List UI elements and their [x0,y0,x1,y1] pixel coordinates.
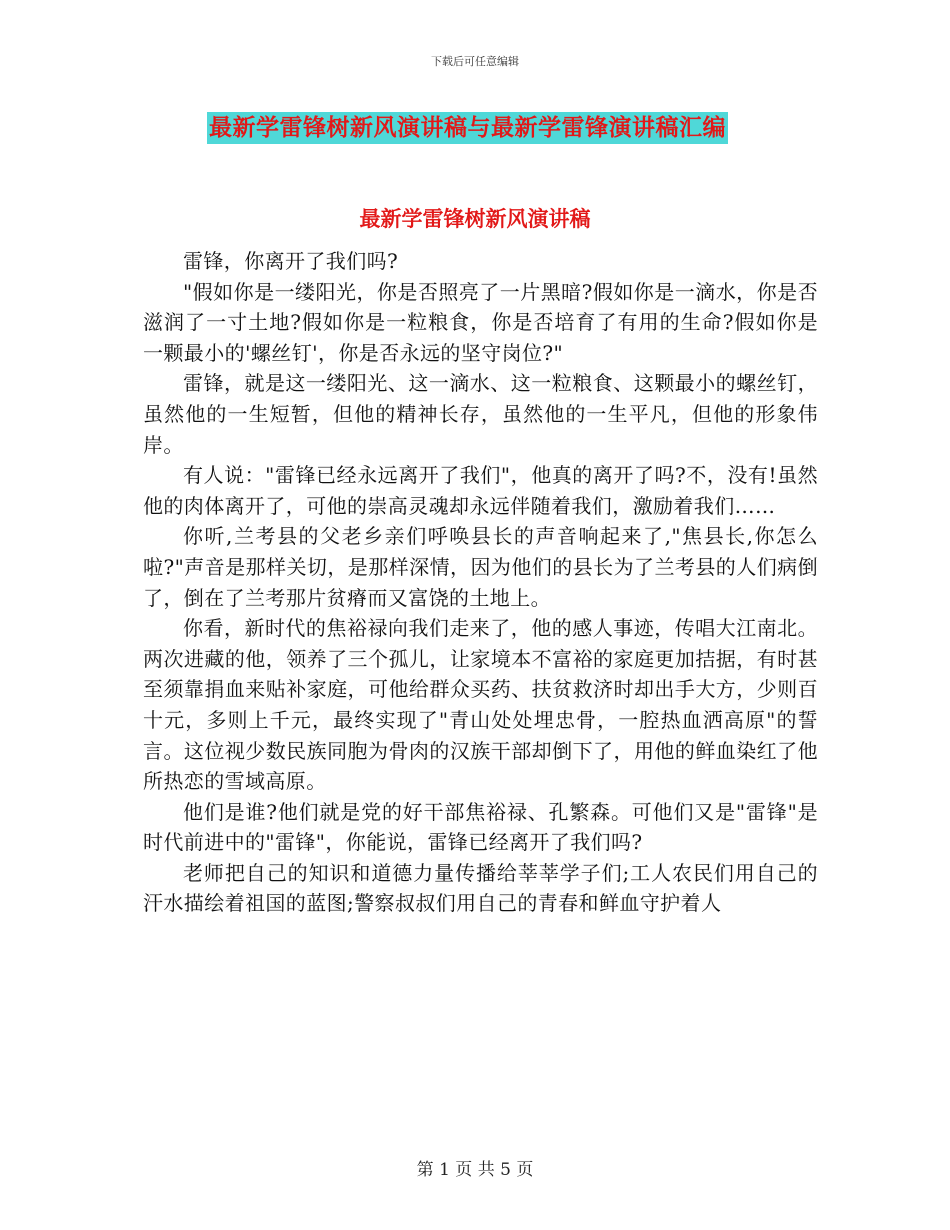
paragraph: 老师把自己的知识和道德力量传播给莘莘学子们;工人农民们用自己的汗水描绘着祖国的蓝图;警察叔叔们用自己的青春和鲜血守护着人 [143,860,818,916]
section-title: 最新学雷锋树新风演讲稿 [359,207,591,231]
document-main-title: 最新学雷锋树新风演讲稿与最新学雷锋演讲稿汇编 [207,112,728,144]
paragraph: 你看，新时代的焦裕禄向我们走来了，他的感人事迹，传唱大江南北。两次进藏的他，领养了三个孤儿，让家境本不富裕的家庭更加拮据，有时甚至须靠捐血来贴补家庭，可他给群众买药、扶贫救济时却出手大方，少则百十元，多则上千元，最终实现了"青山处处埋忠骨，一腔热血洒高原"的誓言。这位视少数民族同胞为骨肉的汉族干部却倒下了，用他的鲜血染红了他所热恋的雪域高原。 [143,616,818,794]
header-note: 下载后可任意编辑 [431,55,519,68]
paragraph: "假如你是一缕阳光，你是否照亮了一片黑暗?假如你是一滴水，你是否滋润了一寸土地?假如你是一粒粮食，你是否培育了有用的生命?假如你是一颗最小的'螺丝钉'，你是否永远的坚守岗位?" [143,279,818,365]
document-body [143,246,818,919]
paragraph: 他们是谁?他们就是党的好干部焦裕禄、孔繁森。可他们又是"雷锋"是时代前进中的"雷锋"，你能说，雷锋已经离开了我们吗? [143,799,818,855]
paragraph: 雷锋，你离开了我们吗? [183,249,399,273]
page-number-footer: 第 1 页 共 5 页 [416,1160,534,1180]
paragraph: 雷锋，就是这一缕阳光、这一滴水、这一粒粮食、这颗最小的螺丝钉，虽然他的一生短暂，但他的精神长存，虽然他的一生平凡，但他的形象伟岸。 [143,371,818,457]
paragraph: 你听,兰考县的父老乡亲们呼唤县长的声音响起来了,"焦县长,你怎么啦?"声音是那样关切，是那样深情，因为他们的县长为了兰考县的人们病倒了，倒在了兰考那片贫瘠而又富饶的土地上。 [143,524,818,610]
paragraph: 有人说："雷锋已经永远离开了我们"，他真的离开了吗?不，没有!虽然他的肉体离开了，可他的崇高灵魂却永远伴随着我们，激励着我们…… [143,463,818,518]
